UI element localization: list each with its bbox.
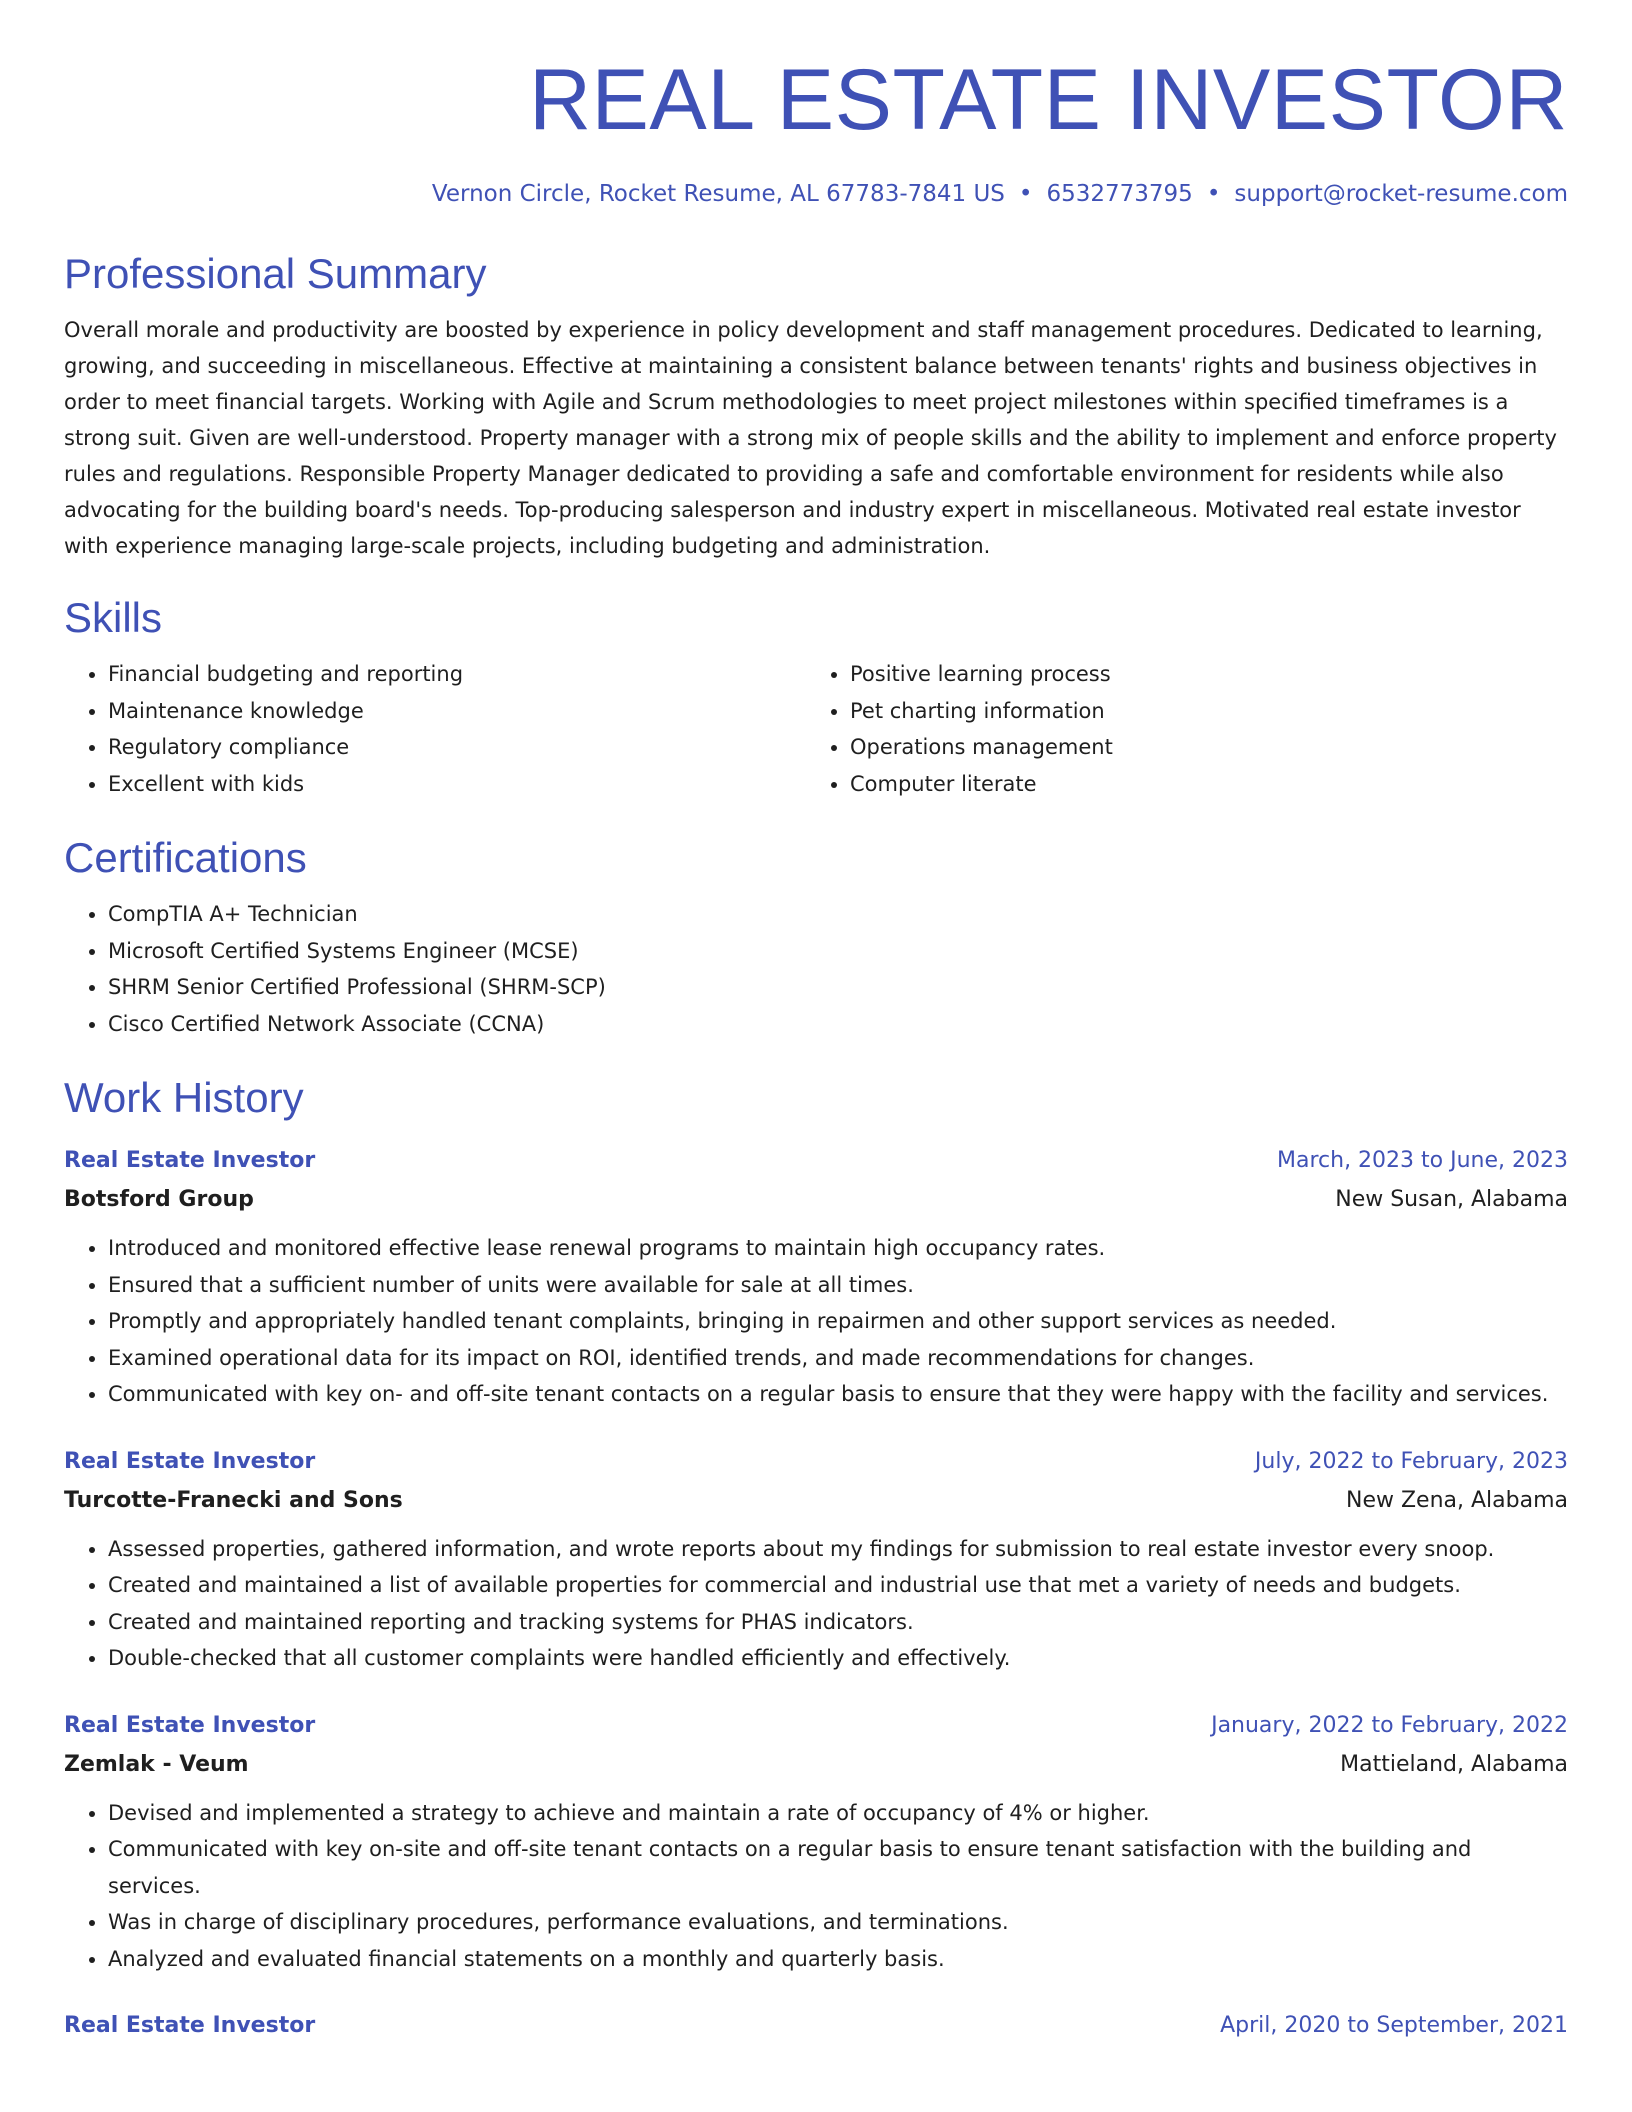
job-title: Real Estate Investor <box>64 1148 316 1173</box>
job-company-row <box>64 1180 1568 1220</box>
certification-item: • CompTIA A+ Technician <box>108 896 1568 933</box>
job-duty: • Analyzed and evaluated financial statements on a monthly and quarterly basis. <box>108 1941 1568 1978</box>
job-location: Mattieland, Alabama <box>1340 1751 1568 1777</box>
job-title-row <box>64 1142 1568 1180</box>
skill-item: • Positive learning process <box>850 656 1568 693</box>
job-location: New Susan, Alabama <box>1335 1187 1568 1212</box>
summary-text: Overall morale and productivity are boosted by experience in policy development and staff management procedures. Dedicated to learning, growing, and succeeding in miscellaneous. Effective at maintaining a consistent balance between tenants' rights and business objectives in order to meet financial targets. Working with Agile and Scrum methodologies to meet project milestones within specified timeframes is a strong suit. Given are well-understood. Property manager with a strong mix of people skills and the ability to implement and enforce property rules and regulations. Responsible Property Manager dedicated to providing a safe and comfortable environment for residents while also advocating for the building board's needs. Top-producing salesperson and industry expert in miscellaneous. Motivated real estate investor with experience managing large-scale projects, including budgeting and administration. <box>64 318 1557 558</box>
job-duties-list <box>64 1230 1568 1413</box>
job-duty: • Double-checked that all customer complaints were handled efficiently and effectively. <box>108 1640 1568 1677</box>
job-duty: • Examined operational data for its impact on ROI, identified trends, and made recommendations for changes. <box>108 1340 1568 1377</box>
contact-separator: • <box>1018 181 1033 207</box>
job-location: New Zena, Alabama <box>1346 1487 1568 1513</box>
job-company-row <box>64 1745 1568 1785</box>
job-duty: • Communicated with key on- and off-site tenant contacts on a regular basis to ensure that they were happy with the facility and services. <box>108 1376 1568 1413</box>
certifications-list <box>64 896 1568 1042</box>
skill-item: • Financial budgeting and reporting <box>108 656 806 693</box>
contact-line <box>64 178 1568 210</box>
contact-address: Vernon Circle, Rocket Resume, AL 67783-7841 US <box>431 181 1005 207</box>
job-entry <box>64 1707 1568 1978</box>
skill-item: • Maintenance knowledge <box>108 693 806 730</box>
certification-item: • Cisco Certified Network Associate (CCNA) <box>108 1006 1568 1043</box>
job-duty: • Assessed properties, gathered information, and wrote reports about my findings for submission to real estate investor every snoop. <box>108 1531 1568 1568</box>
skill-item: • Pet charting information <box>850 693 1568 730</box>
job-duty: • Introduced and monitored effective lease renewal programs to maintain high occupancy rates. <box>108 1230 1568 1267</box>
job-duty: • Created and maintained reporting and tracking systems for PHAS indicators. <box>108 1604 1568 1641</box>
job-title: Real Estate Investor <box>64 1448 316 1474</box>
job-dates: July, 2022 to February, 2023 <box>1254 1448 1568 1474</box>
section-title-certifications: Certifications <box>64 834 307 881</box>
skills-section <box>64 592 1568 802</box>
job-duties-list <box>64 1795 1568 1978</box>
contact-separator: • <box>1206 181 1221 207</box>
skill-item: • Computer literate <box>850 766 1568 803</box>
job-company: Zemlak - Veum <box>64 1751 249 1777</box>
skill-item: • Excellent with kids <box>108 766 806 803</box>
job-entry <box>64 1443 1568 1677</box>
job-duty: • Ensured that a sufficient number of units were available for sale at all times. <box>108 1267 1568 1304</box>
job-title: Real Estate Investor <box>64 2013 316 2038</box>
professional-summary-section <box>64 248 1568 564</box>
section-title-work-history: Work History <box>64 1074 304 1121</box>
job-title: Real Estate Investor <box>64 1712 316 1738</box>
job-company: Turcotte-Franecki and Sons <box>64 1487 403 1513</box>
section-title-skills: Skills <box>64 594 163 641</box>
contact-phone: 6532773795 <box>1046 181 1193 207</box>
job-dates: April, 2020 to September, 2021 <box>1220 2013 1568 2038</box>
job-dates: March, 2023 to June, 2023 <box>1277 1148 1568 1173</box>
job-duty: • Communicated with key on-site and off-site tenant contacts on a regular basis to ensure tenant satisfaction with the building and services. <box>108 1831 1568 1904</box>
job-entry <box>64 1142 1568 1413</box>
work-history-section <box>64 1072 1568 2045</box>
job-title-row <box>64 1443 1568 1481</box>
candidate-name: REAL ESTATE INVESTOR <box>528 52 1568 148</box>
contact-email: support@rocket-resume.com <box>1234 181 1568 207</box>
section-title-summary: Professional Summary <box>64 250 487 297</box>
job-duty: • Promptly and appropriately handled tenant complaints, bringing in repairmen and other support services as needed. <box>108 1303 1568 1340</box>
job-duties-list <box>64 1531 1568 1677</box>
job-duty: • Created and maintained a list of available properties for commercial and industrial use that met a variety of needs and budgets. <box>108 1567 1568 1604</box>
certification-item: • Microsoft Certified Systems Engineer (MCSE) <box>108 933 1568 970</box>
skill-item: • Operations management <box>850 729 1568 766</box>
job-entry <box>64 2007 1568 2045</box>
certifications-section <box>64 832 1568 1042</box>
job-duty: • Was in charge of disciplinary procedures, performance evaluations, and terminations. <box>108 1904 1568 1941</box>
resume-header <box>64 50 1568 210</box>
skills-grid <box>64 644 1568 802</box>
job-title-row <box>64 2007 1568 2045</box>
job-company-row <box>64 1481 1568 1521</box>
job-dates: January, 2022 to February, 2022 <box>1211 1712 1568 1738</box>
skills-list-left <box>64 656 806 802</box>
job-title-row <box>64 1707 1568 1745</box>
skill-item: • Regulatory compliance <box>108 729 806 766</box>
certification-item: • SHRM Senior Certified Professional (SHRM-SCP) <box>108 969 1568 1006</box>
skills-list-right <box>806 656 1568 802</box>
job-duty: • Devised and implemented a strategy to achieve and maintain a rate of occupancy of 4% or higher. <box>108 1795 1568 1832</box>
job-company: Botsford Group <box>64 1187 254 1212</box>
